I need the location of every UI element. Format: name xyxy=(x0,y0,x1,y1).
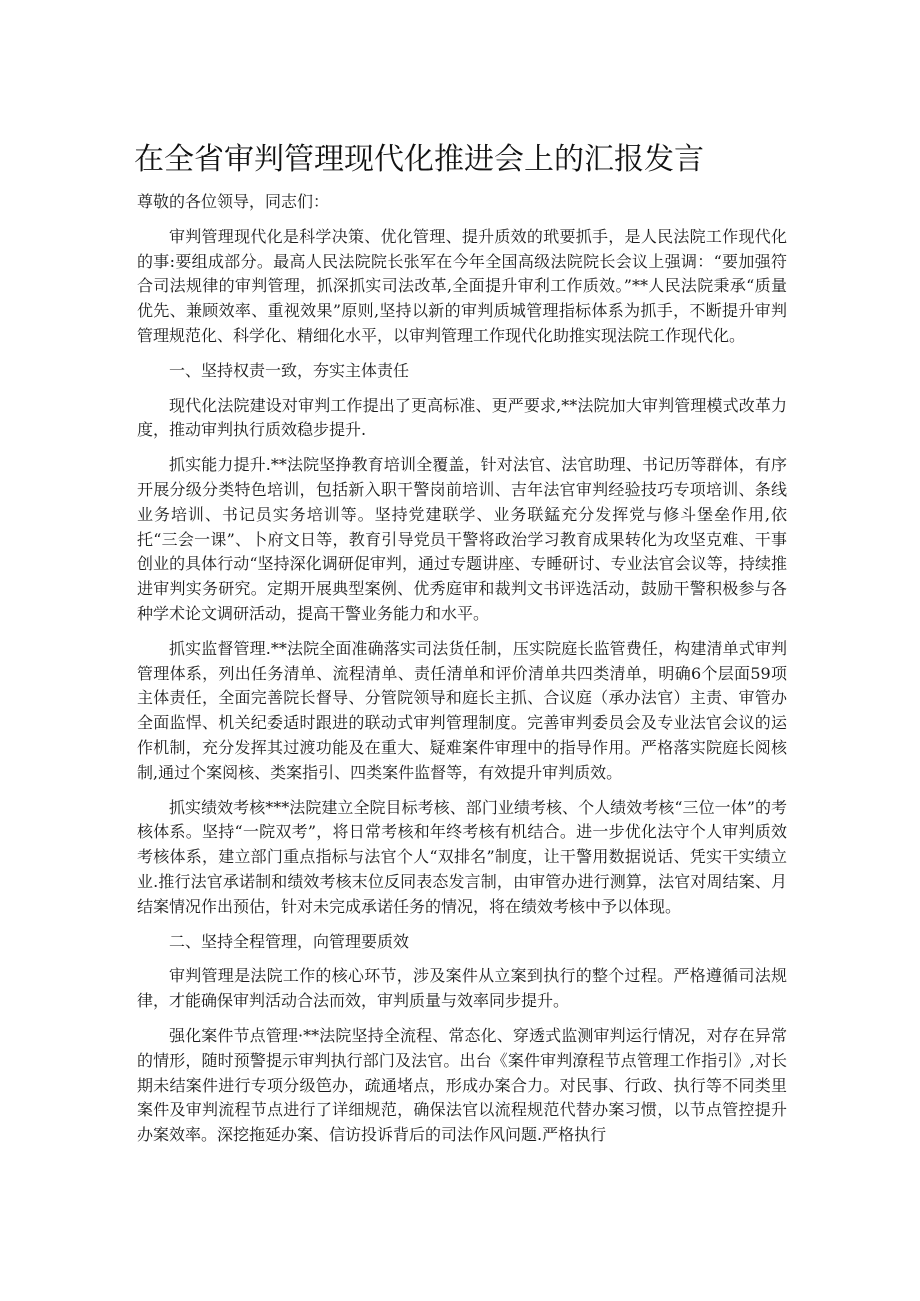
paragraph-performance: 抓实绩效考核***法院建立全院目标考核、部门业绩考核、个人绩效考核“三位一体”的考核体系。坚持“一院双考”，将日常考核和年终考核有机结合。进一步优化法守个人审判质效考核体系，建立部门重点指标与法官个人“双排名”制度，让干警用数据说话、凭实干实绩立业.推行法官承诺制和绩效考核末位反同表态发言制，由审管办进行测算，法官对周结案、月结案情况作出预估，针对未完成承诺任务的情况，将在绩效考核中予以体现。 xyxy=(137,797,787,916)
document-title: 在全省审判管理现代化推进会上的汇报发言 xyxy=(134,142,704,177)
paragraph-supervision: 抓实监督管理.**法院全面准确落实司法货任制，压实院庭长监管费任，构建清单式审判管理体系，列出任务清单、流程清单、责任清单和评价清单共四类清单，明确6个层面59项主体责任，全面完善院长督导、分管院领导和庭长主抓、合议庭（承办法官）主责、审管办全面监悍、机关纪委适时跟进的联动式审判管理制度。完善审判委员会及专业法官会议的运作机制，充分发挥其过渡功能及在重大、疑难案件审理中的指导作用。严格落实院庭长阅核制,通过个案阅核、类案指引、四类案件监督等，有效提升审判质效。 xyxy=(137,638,787,782)
section-heading-1: 一、坚持权责一致，夯实主体责任 xyxy=(169,360,410,380)
paragraph-section1-intro: 现代化法院建设对审判工作提出了更高标准、更严要求,**法院加大审判管理模式改革力度，推动审判执行质效稳步提升. xyxy=(137,395,787,440)
salutation: 尊敬的各位领导，同志们： xyxy=(137,192,330,211)
paragraph-node-management: 强化案件节点管理·**法院坚持全流程、常态化、穿透式监测审判运行情况，对存在异常的情形，随时预警提示审判执行部门及法官。出台《案件审判潦程节点管理工作指引》,对长期未结案件进行专项分级笆办，疏通堵点，形成办案合力。对民事、行政、执行等不同类里案件及审判流程节点进行了详细规范，确保法官以流程规范代替办案习惯，以节点管控提升办案效率。深挖拖延办案、信访投诉背后的司法作风问题.严格执行 xyxy=(137,1025,787,1145)
paragraph-section2-intro: 审判管理是法院工作的核心环节，涉及案件从立案到执行的整个过程。严格遵循司法规律，才能确保审判活动合法而效，审判质量与效率同步提升。 xyxy=(137,966,787,1011)
paragraph-capability: 抓实能力提升.**法院坚挣教育培训全覆盖，针对法官、法官助理、书记历等群体，有序开展分级分类特色培训，包括新入职干警岗前培训、吉年法官审判经验技巧专项培训、条线业务培训、书记员实务培训等。坚持党建联学、业务联錳充分发挥党与修斗堡垒作用,依托“三会一课”、卜府文日等，教育引导党员干警将政治学习教育成果转化为攻坚克难、干事创业的具体行动“坚持深化调研促审判，通过专题讲座、专睡研讨、专业法官会议等，持续推进审判实务研究。定期开展典型案例、优秀庭审和裁判文书评选活动，鼓励干警积极参与各种学术论文调研活动，提高干警业务能力和水平。 xyxy=(137,455,787,623)
paragraph-intro: 审判管理现代化是科学决策、优化管理、提升质效的玳要抓手，是人民法院工作现代化的事:要组成部分。最高人民法院院长张军在今年全国高级法院院长会议上强调：“要加强符合司法规律的审判管理，抓深抓实司法改革,全面提升审利工作质效。”**人民法院秉承“质量优先、兼顾效率、重视效果”原则,坚持以新的审判质城管理指标体系为抓手，不断提升审判管理规范化、科学化、精细化水平，以审判管理工作现代化助推实现法院工作现代化。 xyxy=(137,226,787,345)
section-heading-2: 二、坚持全程管理，向管理要质效 xyxy=(169,931,410,951)
document-body xyxy=(137,190,787,1158)
